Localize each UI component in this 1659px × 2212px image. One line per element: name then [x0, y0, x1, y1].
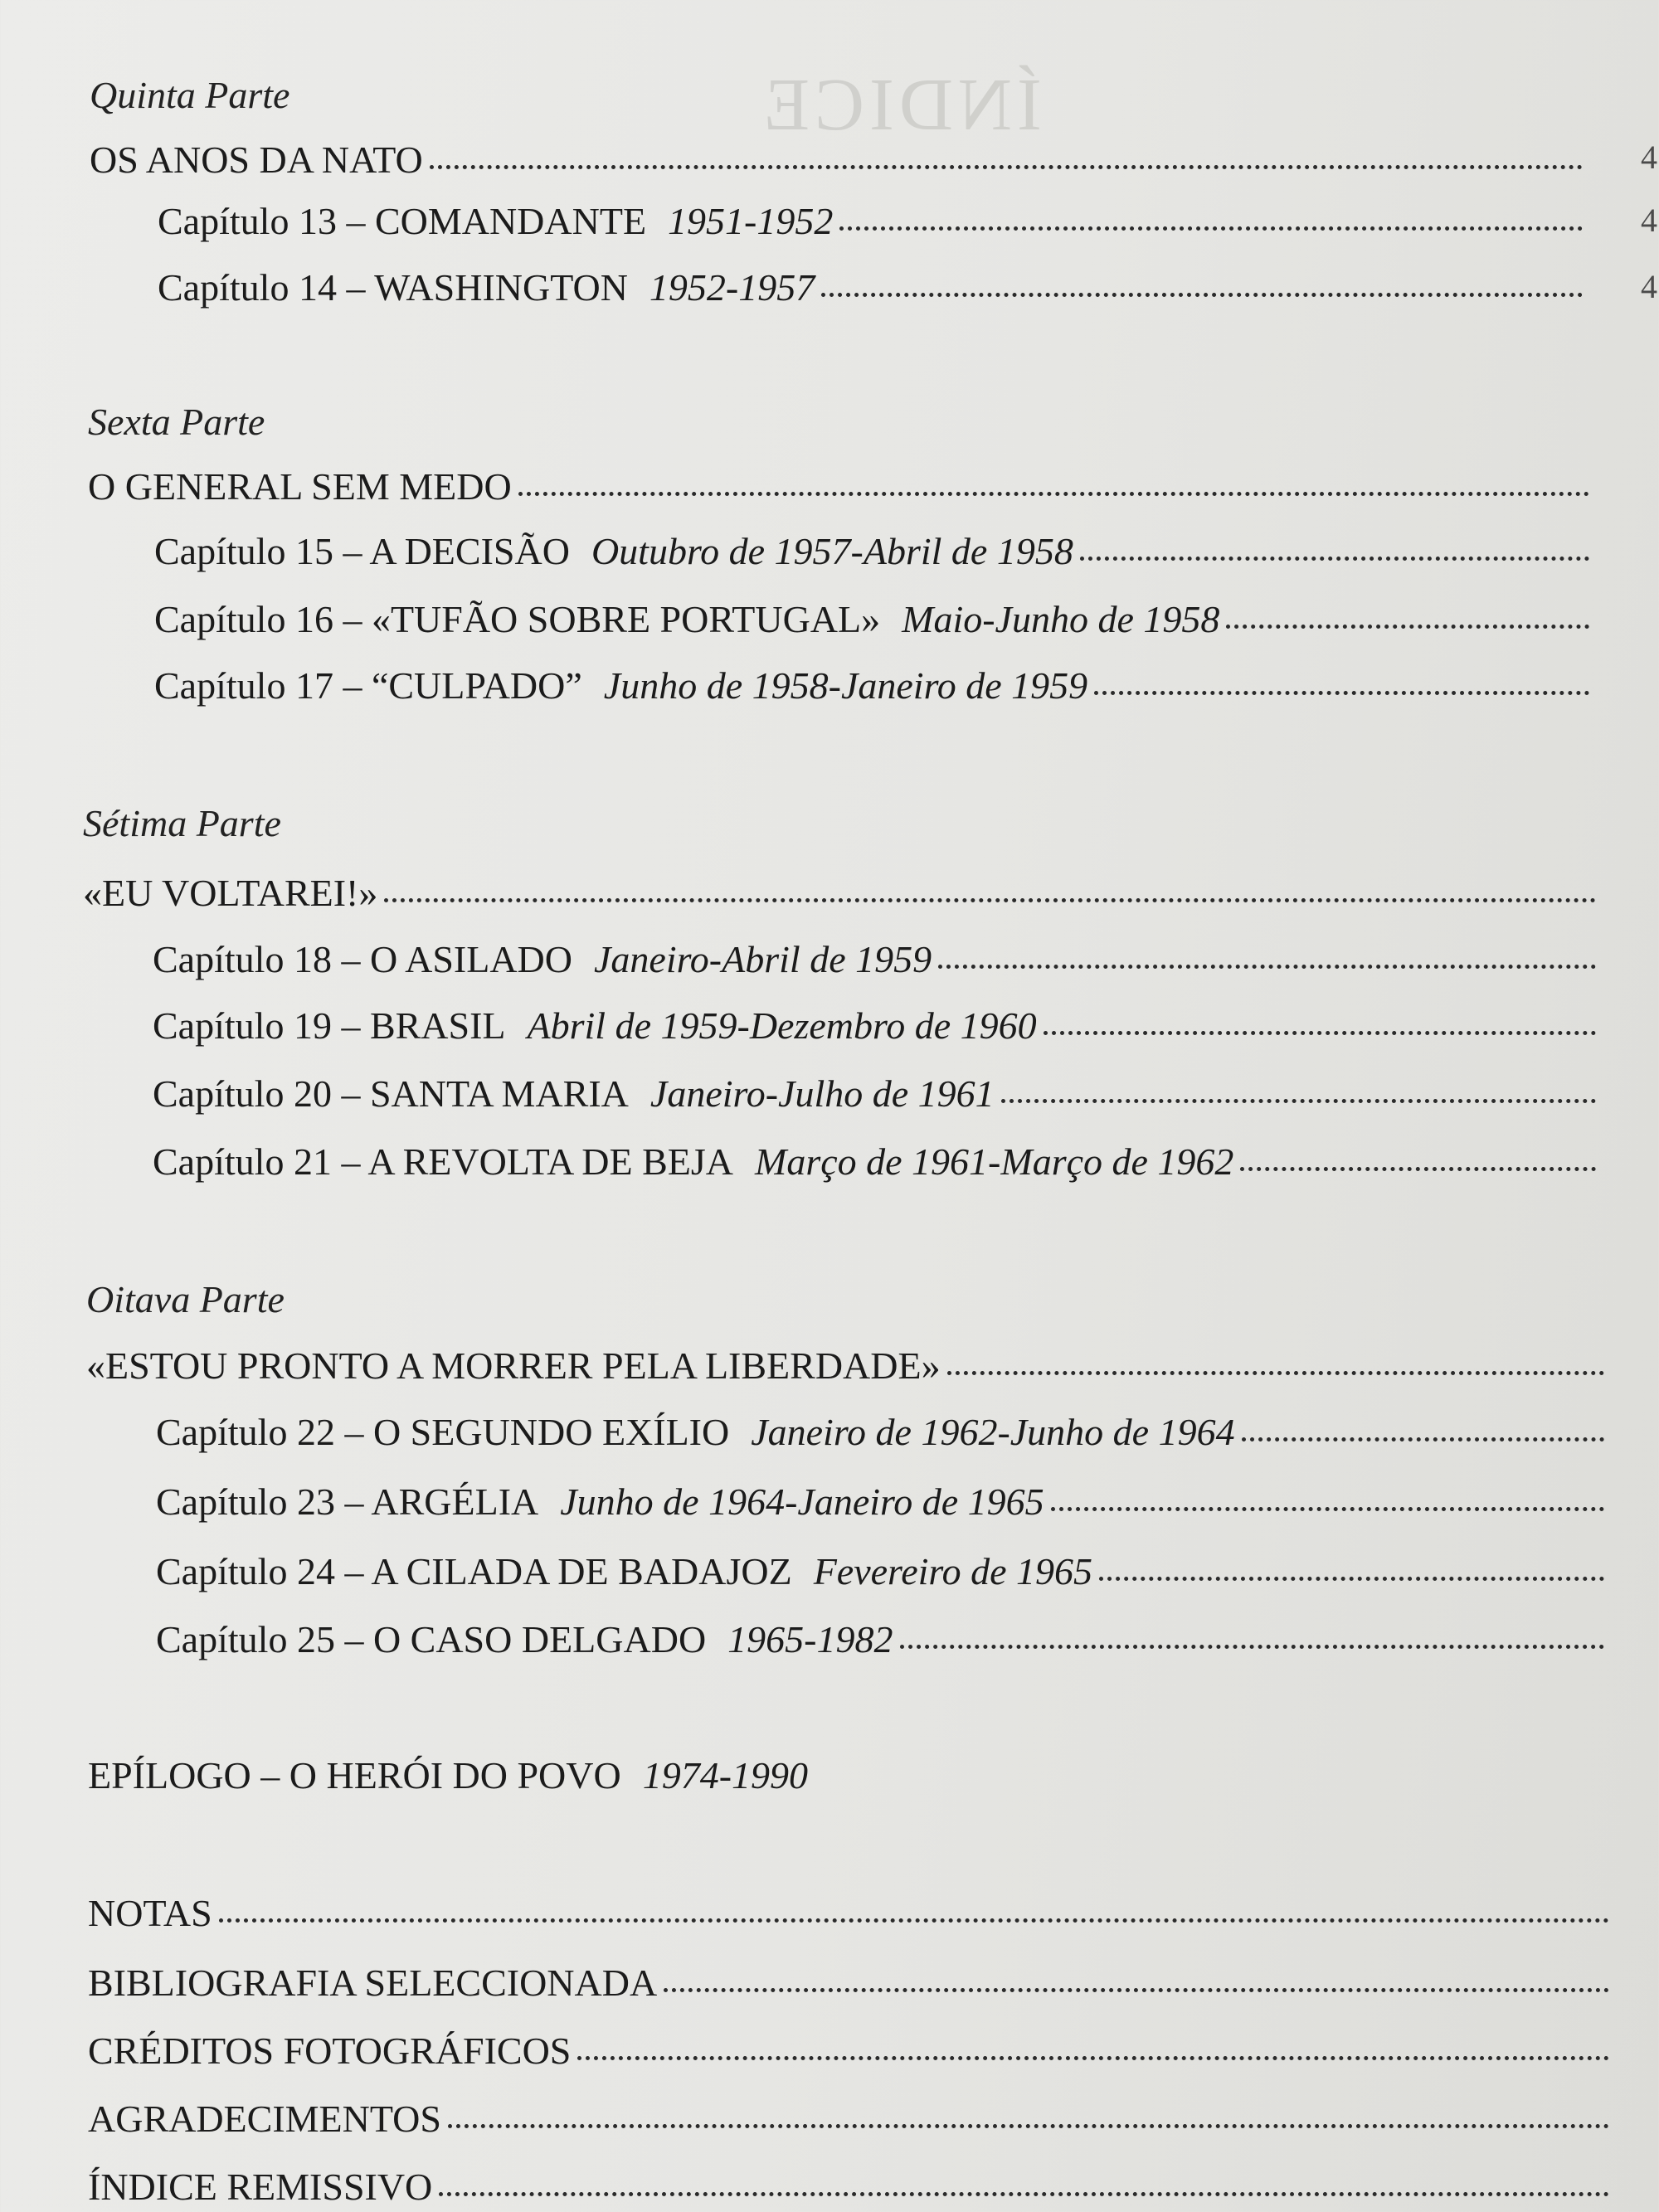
part-title-sexta[interactable]: [88, 464, 1589, 508]
chapter-dates: Janeiro-Julho de 1961: [649, 1072, 995, 1115]
dot-leader: [1051, 1507, 1604, 1511]
chapter-17[interactable]: [154, 664, 1589, 707]
chapter-14[interactable]: [158, 265, 1583, 309]
entry-title: AGRADECIMENTOS: [88, 2098, 441, 2140]
part-title-setima[interactable]: [83, 871, 1596, 915]
chapter-title: Capítulo 13 – COMANDANTE: [158, 200, 647, 242]
chapter-15[interactable]: [154, 529, 1589, 573]
chapter-title: Capítulo 17 – “CULPADO”: [154, 664, 582, 707]
dot-leader: [839, 226, 1583, 231]
dot-leader: [1094, 691, 1589, 695]
dot-leader: [1080, 557, 1589, 561]
chapter-dates: Abril de 1959-Dezembro de 1960: [527, 1004, 1037, 1047]
chapter-22[interactable]: [156, 1410, 1604, 1454]
entry-title: «ESTOU PRONTO A MORRER PELA LIBERDADE»: [86, 1344, 941, 1387]
chapter-dates: Janeiro-Abril de 1959: [594, 938, 932, 980]
dot-leader: [439, 2192, 1609, 2196]
chapter-13[interactable]: [158, 199, 1583, 243]
entry-title: «EU VOLTAREI!»: [83, 872, 378, 914]
chapter-24[interactable]: [156, 1549, 1604, 1593]
back-matter-notas[interactable]: [88, 1891, 1609, 1935]
chapter-23[interactable]: [156, 1480, 1604, 1524]
part-title-quinta[interactable]: [90, 138, 1583, 182]
chapter-title: Capítulo 22 – O SEGUNDO EXÍLIO: [156, 1411, 730, 1453]
epilogue-title: EPÍLOGO – O HERÓI DO POVO: [88, 1754, 621, 1796]
chapter-title: Capítulo 24 – A CILADA DE BADAJOZ: [156, 1550, 792, 1592]
chapter-dates: Outubro de 1957-Abril de 1958: [591, 530, 1073, 572]
chapter-dates: 1951-1952: [668, 200, 834, 242]
entry-title: BIBLIOGRAFIA SELECCIONADA: [88, 1962, 658, 2004]
chapter-dates: 1965-1982: [727, 1618, 893, 1660]
chapter-dates: Maio-Junho de 1958: [902, 598, 1220, 640]
dot-leader: [1099, 1577, 1604, 1581]
dot-leader: [1226, 625, 1589, 629]
dot-leader: [448, 2124, 1609, 2128]
chapter-18[interactable]: [153, 937, 1596, 981]
chapter-title: Capítulo 15 – A DECISÃO: [154, 530, 570, 572]
dot-leader: [577, 2056, 1609, 2060]
dot-leader: [384, 898, 1596, 902]
epilogue-dates: 1974-1990: [642, 1754, 809, 1796]
dot-leader: [947, 1371, 1604, 1375]
part-title-oitava[interactable]: [86, 1344, 1604, 1388]
chapter-dates: 1952-1957: [649, 266, 815, 309]
dot-leader: [518, 492, 1589, 496]
entry-title: ÍNDICE REMISSIVO: [88, 2166, 433, 2208]
back-matter-agradecimentos[interactable]: [88, 2097, 1609, 2141]
chapter-dates: Fevereiro de 1965: [813, 1550, 1093, 1592]
chapter-title: Capítulo 14 – WASHINGTON: [158, 266, 628, 309]
dot-leader: [1001, 1099, 1596, 1103]
dot-leader: [430, 165, 1583, 169]
chapter-19[interactable]: [153, 1004, 1596, 1048]
chapter-title: Capítulo 25 – O CASO DELGADO: [156, 1618, 707, 1660]
chapter-16[interactable]: [154, 597, 1589, 641]
back-matter-creditos[interactable]: [88, 2029, 1609, 2073]
epilogue-entry[interactable]: [88, 1753, 808, 1797]
dot-leader: [821, 293, 1583, 297]
page-number-fragment: 4: [1641, 268, 1657, 305]
entry-title: NOTAS: [88, 1892, 212, 1934]
entry-title: CRÉDITOS FOTOGRÁFICOS: [88, 2030, 572, 2072]
chapter-dates: Junho de 1958-Janeiro de 1959: [603, 664, 1088, 707]
chapter-title: Capítulo 16 – «TUFÃO SOBRE PORTUGAL»: [154, 598, 881, 640]
dot-leader: [219, 1918, 1609, 1923]
chapter-title: Capítulo 21 – A REVOLTA DE BEJA: [153, 1140, 733, 1183]
dot-leader: [1240, 1167, 1596, 1171]
dot-leader: [900, 1645, 1605, 1649]
page-number-fragment: 4: [1641, 202, 1657, 239]
dot-leader: [1044, 1031, 1596, 1035]
entry-title: OS ANOS DA NATO: [90, 139, 423, 181]
chapter-title: Capítulo 19 – BRASIL: [153, 1004, 506, 1047]
back-matter-indice-remissivo[interactable]: [88, 2165, 1609, 2209]
dot-leader: [938, 965, 1596, 969]
bleed-through-heading: ÍNDICE: [759, 64, 1042, 146]
chapter-21[interactable]: [153, 1140, 1596, 1184]
chapter-title: Capítulo 18 – O ASILADO: [153, 938, 572, 980]
dot-leader: [664, 1988, 1609, 1992]
chapter-dates: Janeiro de 1962-Junho de 1964: [751, 1411, 1235, 1453]
chapter-title: Capítulo 23 – ARGÉLIA: [156, 1480, 539, 1523]
chapter-dates: Março de 1961-Março de 1962: [755, 1140, 1234, 1183]
chapter-dates: Junho de 1964-Janeiro de 1965: [560, 1480, 1044, 1523]
part-label-oitava: Oitava Parte: [86, 1278, 285, 1320]
back-matter-bibliografia[interactable]: [88, 1961, 1609, 2005]
part-label-quinta: Quinta Parte: [90, 74, 290, 116]
entry-title: O GENERAL SEM MEDO: [88, 465, 512, 508]
page-number-fragment: 4: [1641, 139, 1657, 176]
part-label-sexta: Sexta Parte: [88, 401, 265, 443]
chapter-25[interactable]: [156, 1617, 1604, 1661]
dot-leader: [1242, 1437, 1604, 1441]
chapter-title: Capítulo 20 – SANTA MARIA: [153, 1072, 629, 1115]
part-label-setima: Sétima Parte: [83, 802, 281, 844]
chapter-20[interactable]: [153, 1072, 1596, 1116]
